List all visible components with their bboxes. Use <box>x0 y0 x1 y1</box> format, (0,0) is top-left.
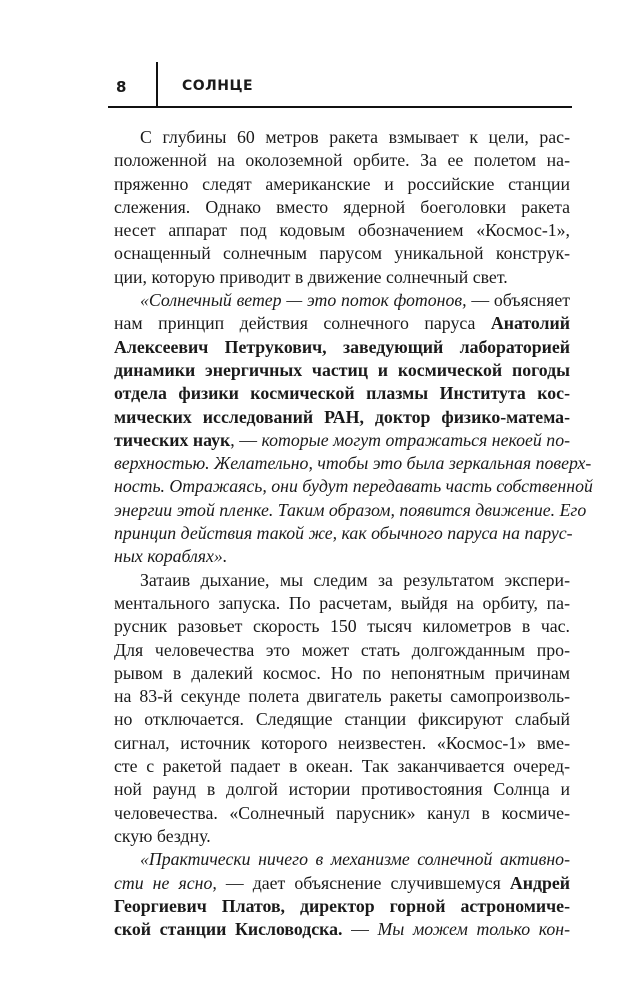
text-run: рывом в далекий космос. Но по непонятным причинам <box>114 662 570 683</box>
italic-text: энергии этой пленке. Таким образом, появится движение. Его <box>114 499 587 520</box>
text-line <box>114 708 570 731</box>
bold-text: ской станции Кисловодска. <box>114 919 343 940</box>
text-run: — <box>342 919 378 940</box>
text-line <box>114 429 570 452</box>
bold-text: Анатолий <box>490 313 570 334</box>
text-line <box>114 592 570 615</box>
text-run: ции, которую приводит в движение солнечный свет. <box>114 266 508 287</box>
text-line <box>114 359 570 382</box>
text-line <box>114 825 570 848</box>
text-run: на 83-й секунде полета двигатель ракеты самопроизволь- <box>114 686 570 707</box>
text-line <box>114 918 570 941</box>
text-line <box>114 173 570 196</box>
text-run: ной раунд в долгой истории противостояния Солнца и <box>114 779 570 800</box>
bold-text: тических наук <box>114 429 231 450</box>
section-title: СОЛНЦЕ <box>182 78 254 94</box>
bold-text: мических исследований РАН, доктор физико-матема- <box>114 406 570 427</box>
italic-text: «Солнечный ветер — это поток фотонов, <box>140 290 467 311</box>
bold-text: Алексеевич Петрукович, заведующий лабораторией <box>114 336 570 357</box>
text-run: Затаив дыхание, мы следим за результатом экспери- <box>140 569 570 590</box>
italic-text: сти не ясно, <box>114 872 217 893</box>
text-line <box>114 382 570 405</box>
text-run: — дает объяснение случившемуся <box>216 872 510 893</box>
text-line <box>114 499 587 522</box>
text-run: положенной на околоземной орбите. За ее полетом на- <box>114 150 570 171</box>
text-run: но отключается. Следящие станции фиксируют слабый <box>114 709 570 730</box>
text-line <box>114 219 570 242</box>
text-line <box>114 802 570 825</box>
running-header <box>108 62 572 108</box>
text-run: сигнал, источник которого неизвестен. «Космос-1» вме- <box>114 732 570 753</box>
bold-text: отдела физики космической плазмы Института кос- <box>114 383 570 404</box>
text-line <box>114 406 570 429</box>
text-run: сте с ракетой падает в океан. Так заканчивается очеред- <box>114 756 570 777</box>
italic-text: Мы можем только кон- <box>377 919 570 940</box>
text-line <box>114 732 570 755</box>
text-line <box>114 755 570 778</box>
text-run: скую бездну. <box>114 825 211 846</box>
paragraph <box>114 569 570 849</box>
text-line <box>114 242 570 265</box>
text-line <box>114 149 570 172</box>
italic-text: принцип действия такой же, как обычного паруса на парус- <box>114 523 573 544</box>
text-run: , — <box>230 429 262 450</box>
text-line <box>114 685 570 708</box>
text-line <box>114 639 570 662</box>
text-run: слежения. Однако вместо ядерной боеголовки ракета <box>114 196 570 217</box>
body-text <box>114 126 593 941</box>
italic-text: «Практически ничего в механизме солнечной активно- <box>140 849 570 870</box>
paragraph <box>114 289 593 569</box>
text-line <box>114 872 570 895</box>
text-line <box>114 522 573 545</box>
text-line <box>114 569 570 592</box>
page-number: 8 <box>116 78 127 96</box>
text-line <box>114 196 570 219</box>
italic-text: которые могут отражаться некоей по- <box>261 429 571 450</box>
text-line <box>114 778 570 801</box>
bold-text: Андрей <box>509 872 570 893</box>
italic-text: ных кораблях». <box>114 546 228 567</box>
text-run: пряженно следят американские и российские станции <box>114 173 570 194</box>
text-line <box>114 545 570 568</box>
text-run: нам принцип действия солнечного паруса <box>114 313 491 334</box>
text-line <box>114 475 593 498</box>
bold-text: Георгиевич Платов, директор горной астрономиче- <box>114 895 570 916</box>
text-run: Для человечества это может стать долгожданным про- <box>114 639 570 660</box>
italic-text: верхностью. Желательно, чтобы это была зеркальная поверх- <box>114 453 592 474</box>
text-run: оснащенный солнечным парусом уникальной конструк- <box>114 243 570 264</box>
text-line <box>114 336 570 359</box>
text-run: ментального запуска. По расчетам, выйдя на орбиту, па- <box>114 592 570 613</box>
bold-text: динамики энергичных частиц и космической погоды <box>114 359 570 380</box>
text-line <box>114 895 570 918</box>
text-line <box>114 126 570 149</box>
paragraph <box>114 126 570 289</box>
text-run: С глубины 60 метров ракета взмывает к цели, рас- <box>140 127 570 147</box>
text-line <box>114 289 570 312</box>
header-vertical-rule <box>156 62 158 108</box>
text-line <box>114 452 592 475</box>
header-horizontal-rule <box>108 106 572 108</box>
text-line <box>114 266 570 289</box>
text-run: русник разовьет скорость 150 тысяч километров в час. <box>114 616 570 637</box>
text-line <box>114 615 570 638</box>
text-run: человечества. «Солнечный парусник» канул в космиче- <box>114 802 570 823</box>
text-run: несет аппарат под кодовым обозначением «Космос-1», <box>114 220 570 241</box>
text-line <box>114 662 570 685</box>
paragraph <box>114 848 570 941</box>
text-line <box>114 312 570 335</box>
text-line <box>114 848 570 871</box>
italic-text: ность. Отражаясь, они будут передавать часть собственной <box>114 476 593 497</box>
text-run: — объясняет <box>466 290 570 311</box>
